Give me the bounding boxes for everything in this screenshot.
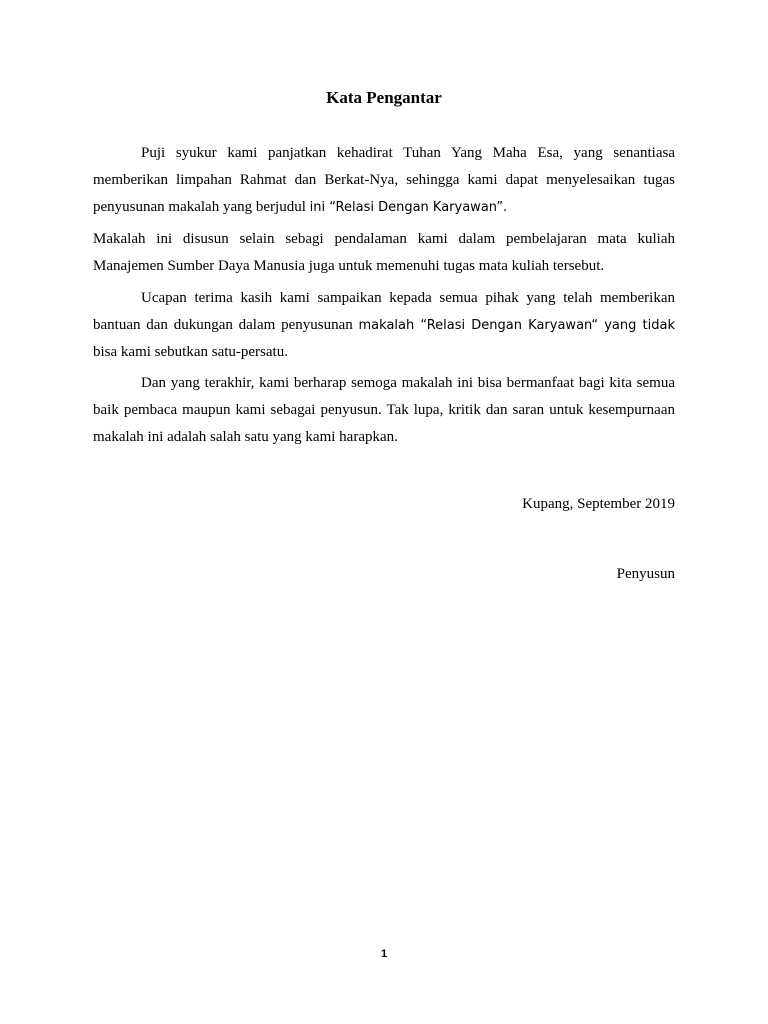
place-date: Kupang, September 2019 bbox=[522, 496, 675, 512]
paragraph-1-text: Puji syukur kami panjatkan kehadirat Tuhan Yang Maha Esa, yang senantiasa memberikan limpahan Rahmat dan Berkat-Nya, sehingga kami dapat menyelesaikan tugas penyusunan makalah yang berjudul bbox=[93, 145, 675, 215]
signer-label: Penyusun bbox=[616, 566, 675, 582]
paper-title-reference: ini “Relasi Dengan Karyawan”. bbox=[309, 200, 508, 215]
paragraph-3 bbox=[93, 285, 675, 366]
paragraph-4-text: Dan yang terakhir, kami berharap semoga makalah ini bisa bermanfaat bagi kita semua baik pembaca maupun kami sebagai penyusun. Tak lupa, kritik dan saran untuk kesempurnaan makalah ini adalah salah satu yang kami harapkan. bbox=[93, 375, 675, 445]
paragraph-2 bbox=[93, 226, 675, 280]
paragraph-3-text-a: Ucapan terima kasih kami sampaikan kepada semua pihak yang telah memberikan bantuan dan dukungan dalam penyusunan bbox=[93, 290, 675, 333]
paragraph-4 bbox=[93, 370, 675, 451]
paragraph-1 bbox=[93, 140, 675, 221]
paper-title-reference-2: makalah “Relasi Dengan Karyawan“ yang tidak bbox=[358, 318, 675, 333]
paragraph-2-text: Makalah ini disusun selain sebagi pendalaman kami dalam pembelajaran mata kuliah Manajemen Sumber Daya Manusia juga untuk memenuhi tugas mata kuliah tersebut. bbox=[93, 231, 675, 274]
paragraph-3-text-c: bisa kami sebutkan satu-persatu. bbox=[93, 344, 288, 360]
page-number: 1 bbox=[380, 948, 388, 960]
page-title: Kata Pengantar bbox=[326, 88, 442, 107]
